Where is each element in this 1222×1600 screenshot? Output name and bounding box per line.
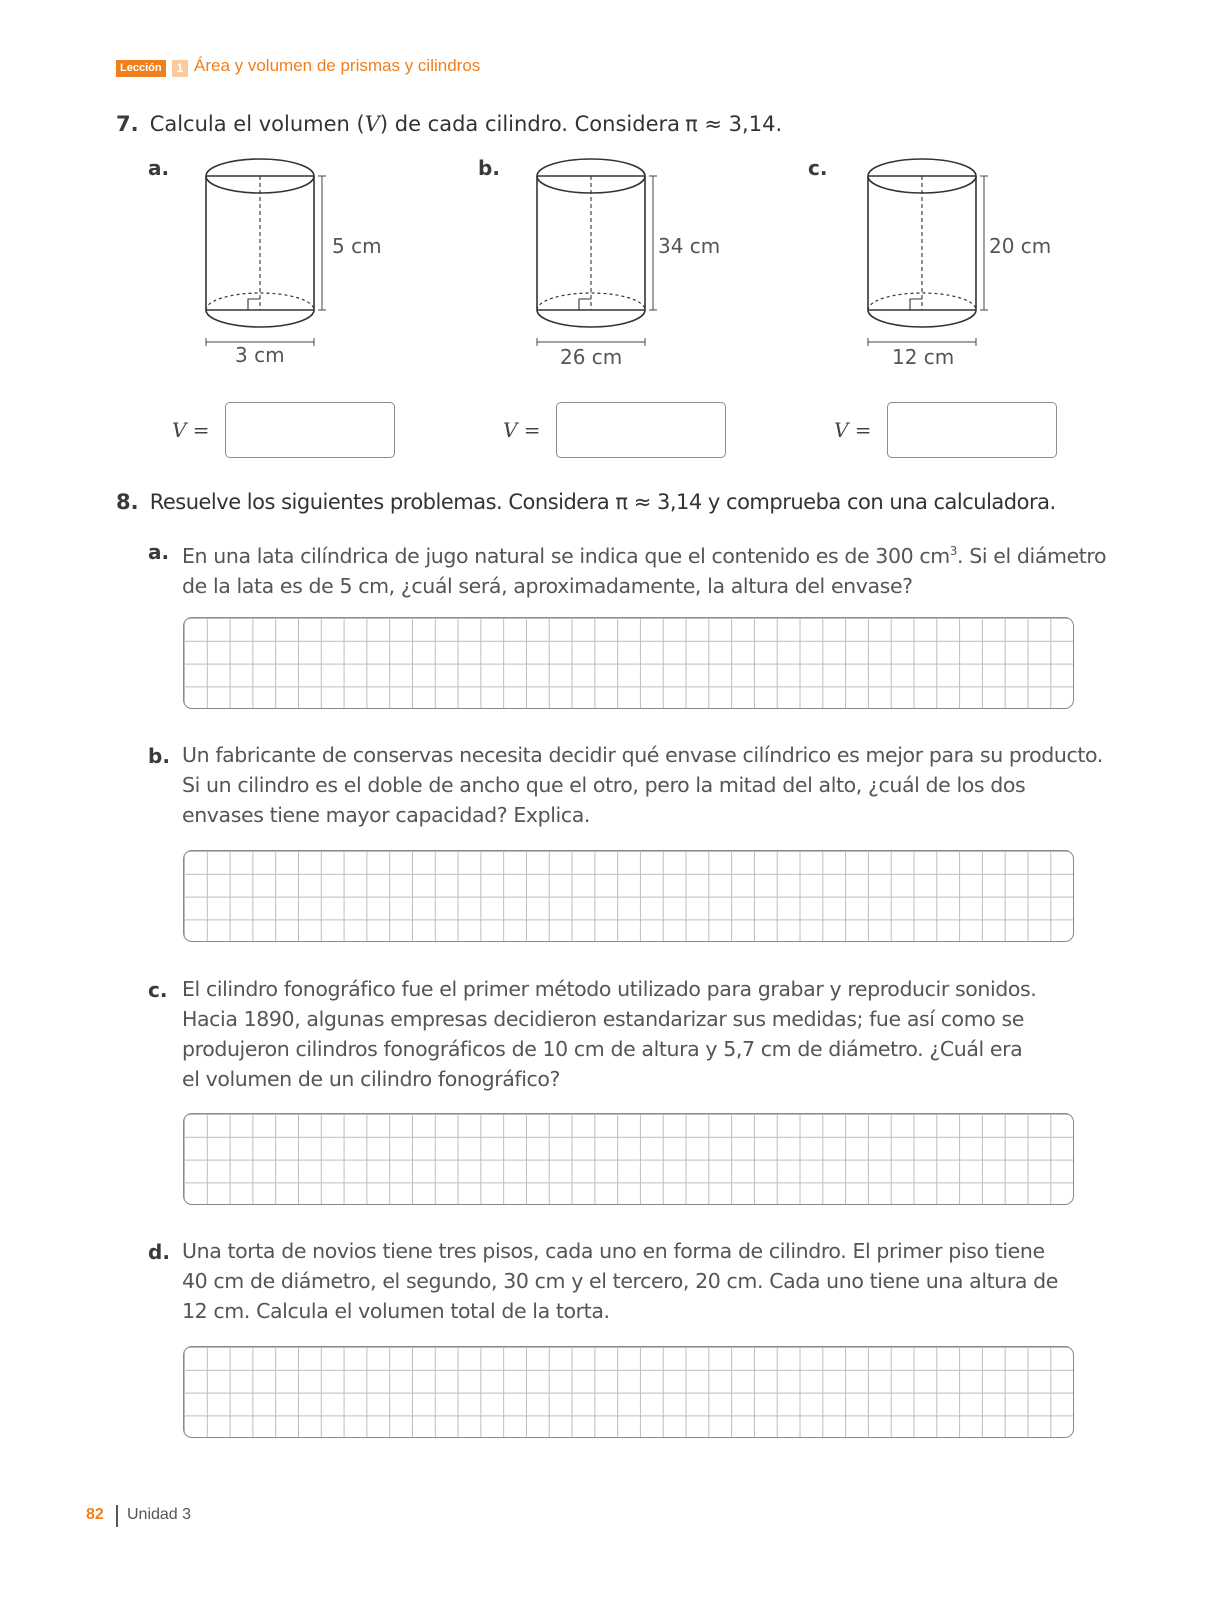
question-7-text-before: Calcula el volumen ( — [149, 112, 365, 136]
cylinder-a-height: 5 cm — [332, 234, 382, 258]
item-8b-letter: b. — [148, 744, 170, 768]
unit-label: Unidad 3 — [127, 1506, 192, 1523]
lesson-number: 1 — [172, 60, 188, 77]
answer-a-label: V = — [172, 418, 210, 442]
answer-b-box[interactable] — [556, 402, 726, 458]
footer-divider — [116, 1505, 118, 1527]
item-8c-text: El cilindro fonográfico fue el primer método utilizado para grabar y reproducir sonidos. Hacia 1890, algunas empresas decidieron estandarizar sus medidas; fue así como se produjeron cilindros fonográficos de 10 cm de altura y 5,7 cm de diámetro. ¿Cuál era el volumen de un cilindro fonográfico? — [182, 977, 1037, 1091]
question-7-pi: π ≈ 3,14. — [685, 112, 783, 136]
lesson-badge: Lección — [116, 60, 166, 77]
item-7c-letter: c. — [808, 156, 828, 180]
cylinder-a-diameter: 3 cm — [235, 343, 285, 367]
item-8a-letter: a. — [148, 540, 170, 564]
item-7b-letter: b. — [478, 156, 500, 180]
answer-b-label: V = — [503, 418, 541, 442]
cylinder-a-figure — [196, 152, 396, 376]
answer-c-label: V = — [834, 418, 872, 442]
question-7-number: 7. — [116, 112, 139, 136]
item-8c-letter: c. — [148, 978, 168, 1002]
work-grid-8b[interactable] — [183, 850, 1074, 942]
cylinder-b-height: 34 cm — [658, 234, 721, 258]
work-grid-8a[interactable] — [183, 617, 1074, 709]
question-8-number: 8. — [116, 490, 139, 514]
lesson-title: Área y volumen de prismas y cilindros — [194, 56, 481, 75]
item-8b-text: Un fabricante de conservas necesita decidir qué envase cilíndrico es mejor para su producto. Si un cilindro es el doble de ancho que el otro, pero la mitad del alto, ¿cuál de los dos envases tiene mayor capacidad? Explica. — [182, 743, 1103, 827]
question-7-var: V — [364, 112, 380, 136]
question-8-heading — [116, 490, 1056, 514]
cylinder-c-figure — [858, 152, 1058, 376]
cylinder-c-height: 20 cm — [989, 234, 1052, 258]
item-8d-text: Una torta de novios tiene tres pisos, cada uno en forma de cilindro. El primer piso tiene 40 cm de diámetro, el segundo, 30 cm y el tercero, 20 cm. Cada uno tiene una altura de 12 cm. Calcula el volumen total de la torta. — [182, 1239, 1058, 1323]
work-grid-8c[interactable] — [183, 1113, 1074, 1205]
item-7a-letter: a. — [148, 156, 170, 180]
page-number: 82 — [86, 1506, 104, 1523]
question-7-text-after: ) de cada cilindro. Considera — [379, 112, 680, 136]
question-8-text: Resuelve los siguientes problemas. Considera π ≈ 3,14 y comprueba con una calculadora. — [149, 490, 1056, 514]
question-7-heading — [116, 112, 782, 136]
cylinder-c-diameter: 12 cm — [892, 345, 955, 369]
cylinder-b-figure — [527, 152, 727, 376]
item-8d-letter: d. — [148, 1240, 170, 1264]
answer-a-box[interactable] — [225, 402, 395, 458]
work-grid-8d[interactable] — [183, 1346, 1074, 1438]
answer-c-box[interactable] — [887, 402, 1057, 458]
cylinder-b-diameter: 26 cm — [560, 345, 623, 369]
item-8a-text: En una lata cilíndrica de jugo natural se indica que el contenido es de 300 $cm^3$. Si el diámetro de la lata es de 5 cm, ¿cuál será, aproximadamente, la altura del envase? — [182, 543, 1107, 598]
